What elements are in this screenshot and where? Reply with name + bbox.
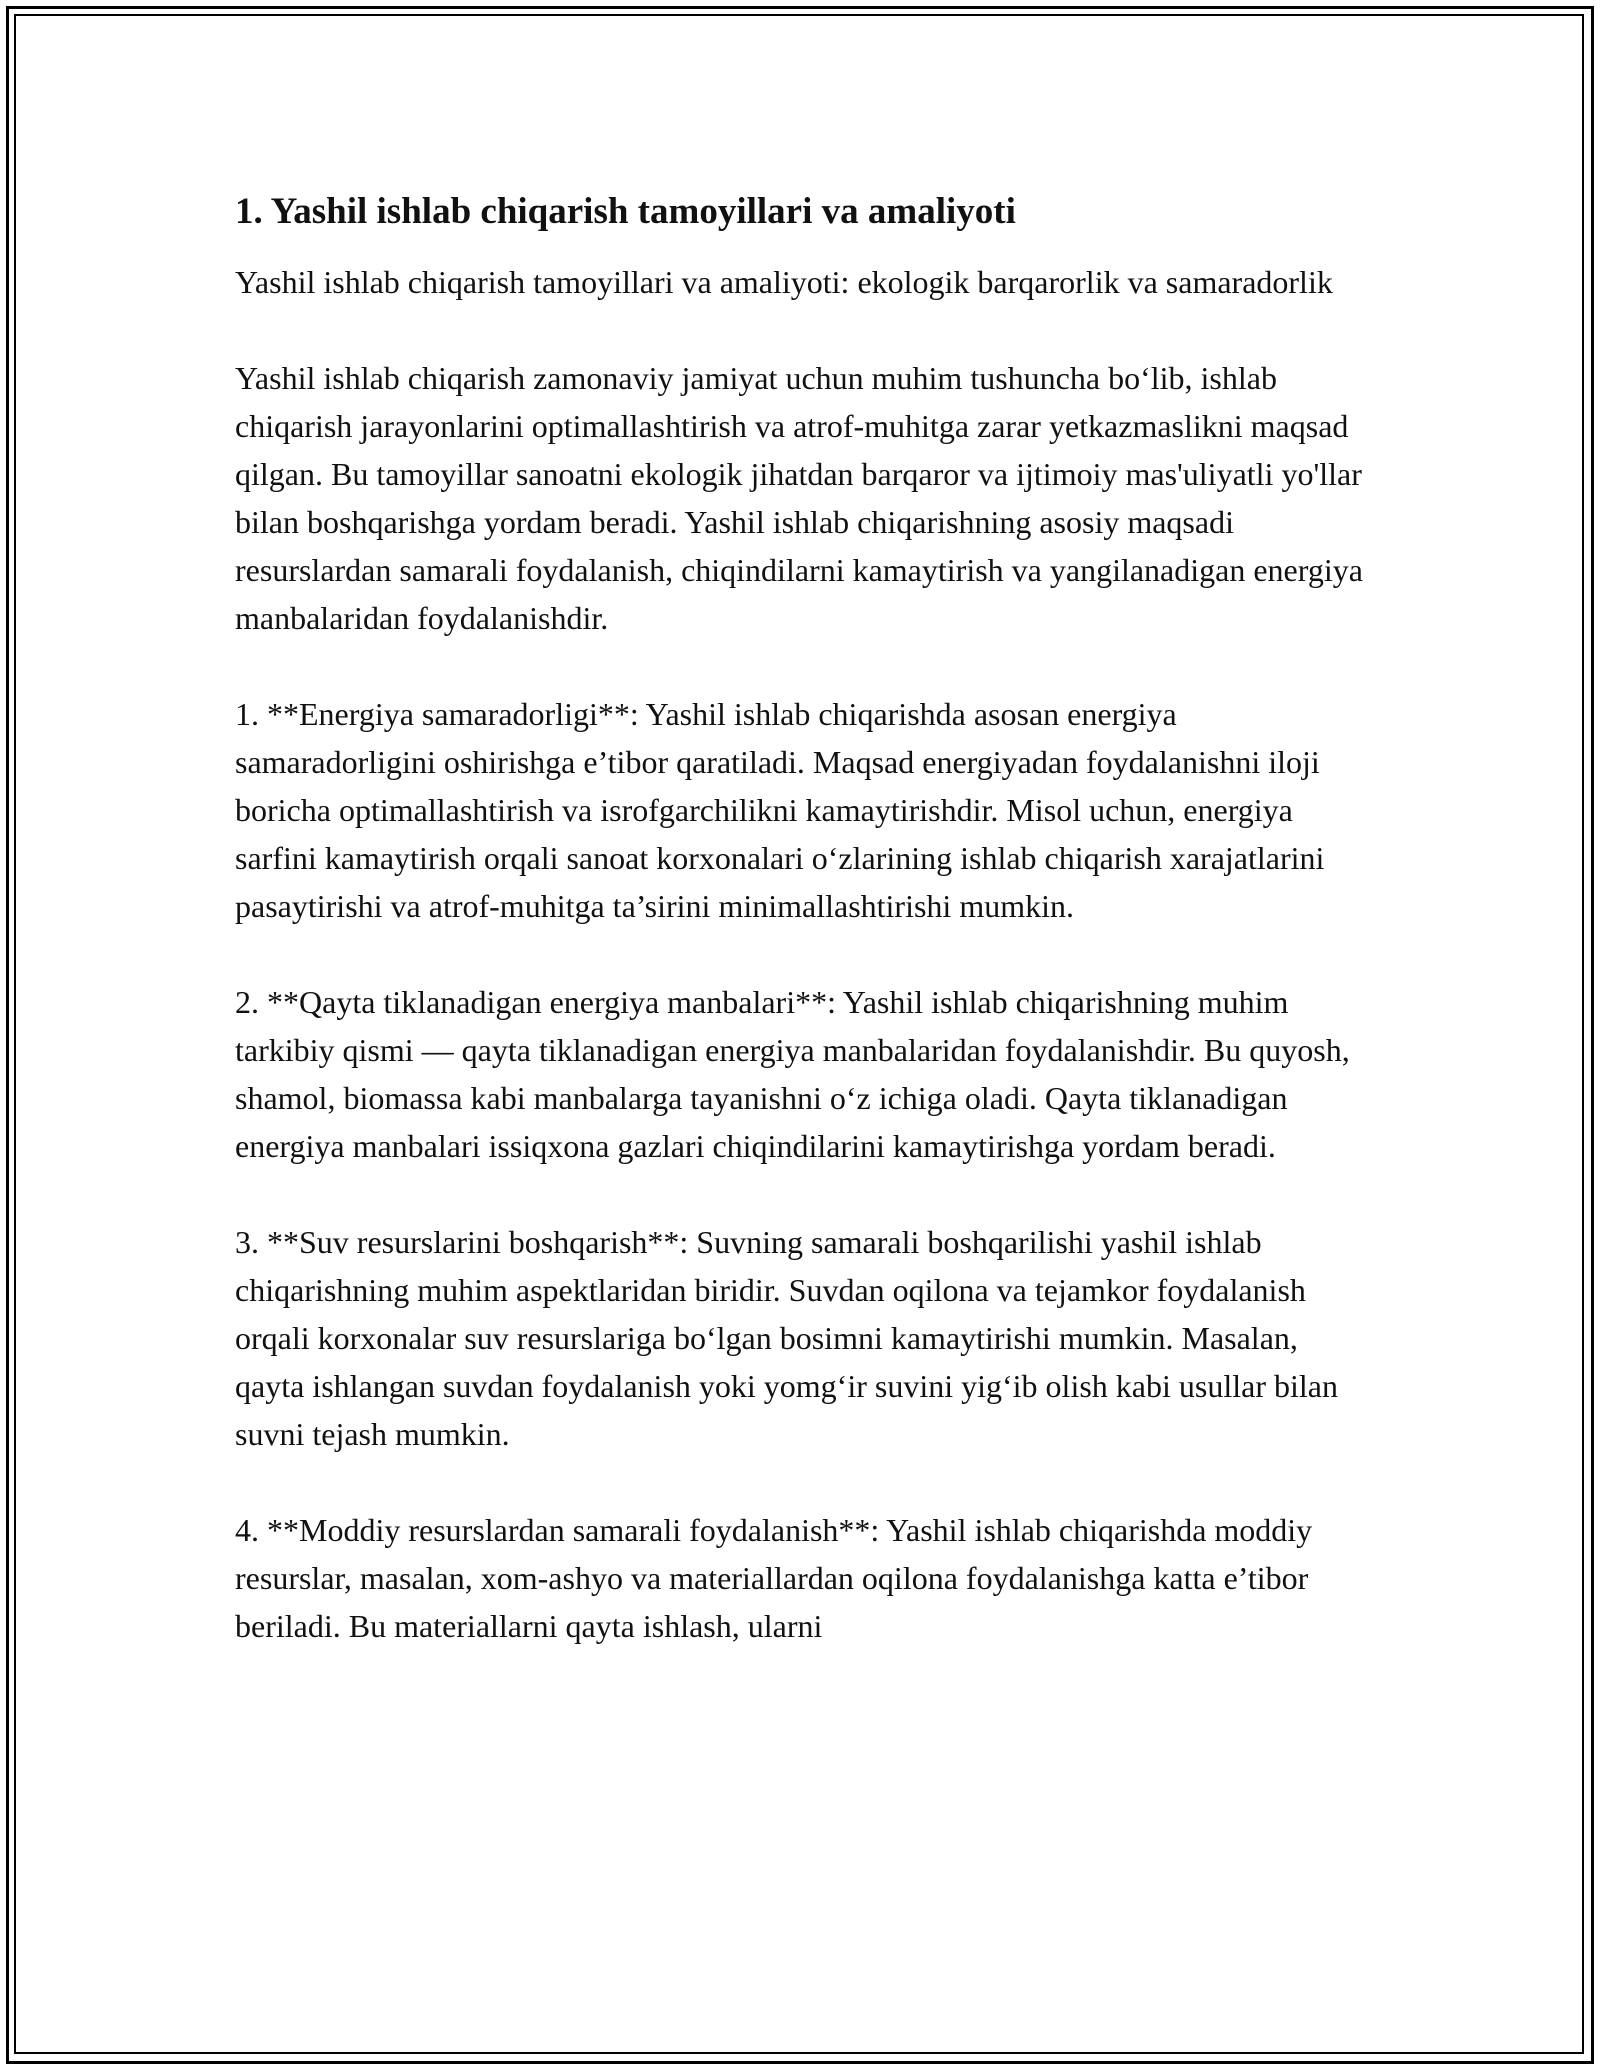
document-body xyxy=(235,188,1365,1698)
water-management-paragraph: 3. **Suv resurslarini boshqarish**: Suvning samarali boshqarilishi yashil ishlab chiqarishning muhim aspektlaridan biridir. Suvdan oqilona va tejamkor foydalanish orqali korxonalar suv resurslariga bo‘lgan bosimni kamaytirishi mumkin. Masalan, qayta ishlangan suvdan foydalanish yoki yomg‘ir suvini yig‘ib olish kabi usullar bilan suvni tejash mumkin. xyxy=(235,1224,1338,1452)
energy-efficiency-paragraph: 1. **Energiya samaradorligi**: Yashil ishlab chiqarishda asosan energiya samaradorligini oshirishga e’tibor qaratiladi. Maqsad energiyadan foydalanishni iloji boricha optimallashtirish va isrofgarchilikni kamaytirishdir. Misol uchun, energiya sarfini kamaytirish orqali sanoat korxonalari o‘zlarining ishlab chiqarish xarajatlarini pasaytirishi va atrof-muhitga ta’sirini minimallashtirishi mumkin. xyxy=(235,696,1325,924)
material-resources-paragraph: 4. **Moddiy resurslardan samarali foydalanish**: Yashil ishlab chiqarishda moddiy resurslar, masalan, xom-ashyo va materiallardan oqilona foydalanishga katta e’tibor beriladi. Bu materiallarni qayta ishlash, ularni xyxy=(235,1512,1313,1644)
document-title: 1. Yashil ishlab chiqarish tamoyillari va amaliyoti xyxy=(235,191,1016,232)
intro-paragraph: Yashil ishlab chiqarish zamonaviy jamiyat uchun muhim tushuncha bo‘lib, ishlab chiqarish jarayonlarini optimallashtirish va atrof-muhitga zarar yetkazmaslikni maqsad qilgan. Bu tamoyillar sanoatni ekologik jihatdan barqaror va ijtimoiy mas'uliyatli yo'llar bilan boshqarishga yordam beradi. Yashil ishlab chiqarishning asosiy maqsadi resurslardan samarali foydalanish, chiqindilarni kamaytirish va yangilanadigan energiya manbalaridan foydalanishdir. xyxy=(235,360,1363,636)
subtitle-paragraph: Yashil ishlab chiqarish tamoyillari va amaliyoti: ekologik barqarorlik va samaradorlik xyxy=(235,264,1333,300)
renewable-energy-paragraph: 2. **Qayta tiklanadigan energiya manbalari**: Yashil ishlab chiqarishning muhim tarkibiy qismi — qayta tiklanadigan energiya manbalaridan foydalanishdir. Bu quyosh, shamol, biomassa kabi manbalarga tayanishni o‘z ichiga oladi. Qayta tiklanadigan energiya manbalari issiqxona gazlari chiqindilarini kamaytirishga yordam beradi. xyxy=(235,984,1350,1164)
